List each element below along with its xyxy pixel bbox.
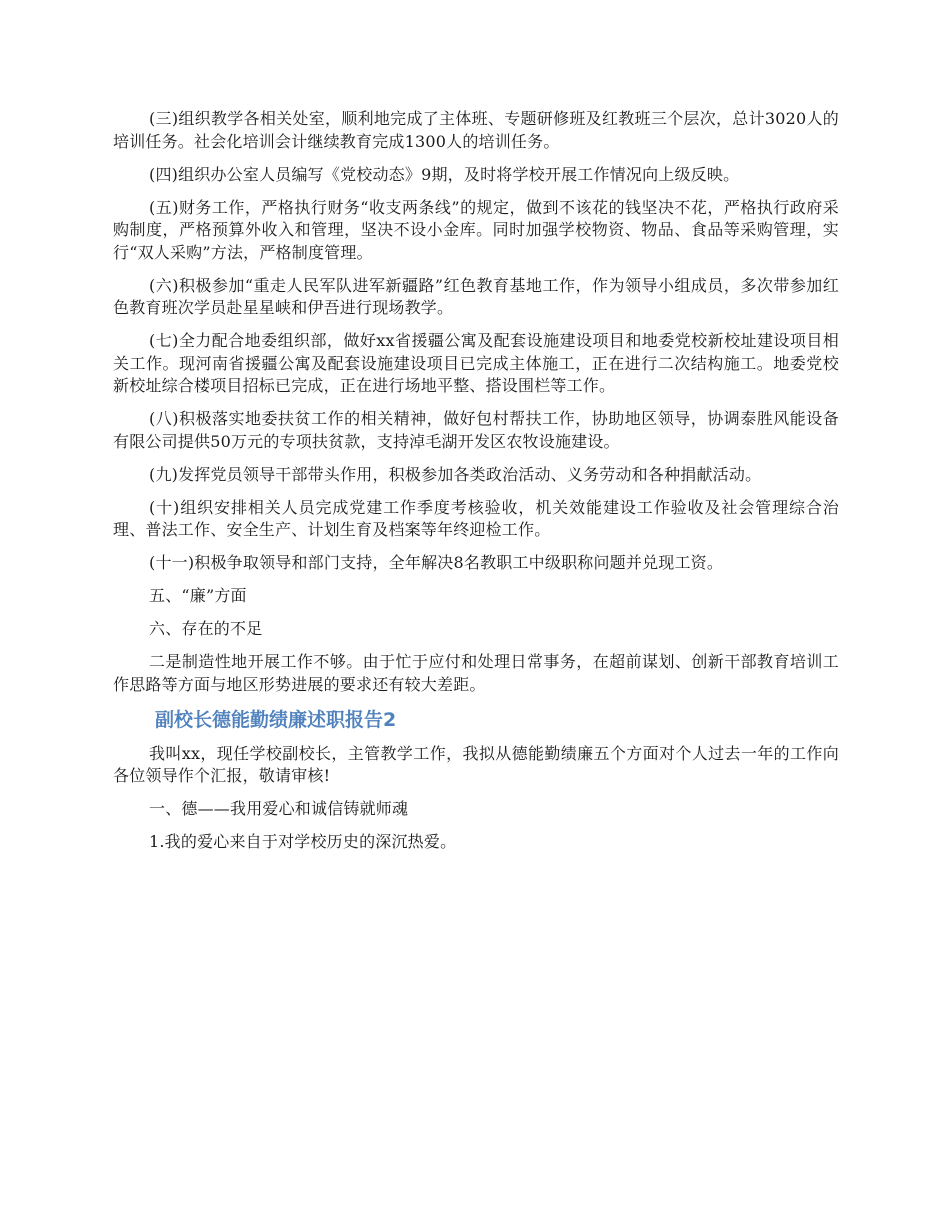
section-shortcomings: 六、存在的不足 bbox=[149, 619, 263, 638]
paragraph-item-9: (九)发挥党员领导干部带头作用，积极参加各类政治活动、义务劳动和各种捐献活动。 bbox=[149, 464, 762, 484]
report-heading: 副校长德能勤绩廉述职报告2 bbox=[155, 708, 397, 731]
section-de: 一、德——我用爱心和诚信铸就师魂 bbox=[149, 799, 409, 818]
document-page bbox=[113, 108, 839, 864]
intro-paragraph: 我叫xx，现任学校副校长，主管教学工作，我拟从德能勤绩廉五个方面对个人过去一年的工作向各位领导作个汇报，敬请审核! bbox=[113, 743, 839, 785]
paragraph-shortcoming-2: 二是制造性地开展工作不够。由于忙于应付和处理日常事务，在超前谋划、创新干部教育培训工作思路等方面与地区形势进展的要求还有较大差距。 bbox=[113, 652, 839, 694]
point-1: 1.我的爱心来自于对学校历史的深沉热爱。 bbox=[149, 832, 457, 851]
paragraph-item-8: (八)积极落实地委扶贫工作的相关精神，做好包村帮扶工作，协助地区领导，协调泰胜风能设备有限公司提供50万元的专项扶贫款，支持淖毛湖开发区农牧设施建设。 bbox=[113, 409, 839, 451]
paragraph-item-10: (十)组织安排相关人员完成党建工作季度考核验收，机关效能建设工作验收及社会管理综合治理、普法工作、安全生产、计划生育及档案等年终迎检工作。 bbox=[113, 497, 839, 539]
paragraph-item-4: (四)组织办公室人员编写《党校动态》9期，及时将学校开展工作情况向上级反映。 bbox=[149, 164, 740, 184]
paragraph-item-5: (五)财务工作，严格执行财务“收支两条线”的规定，做到不该花的钱坚决不花，严格执行政府采购制度，严格预算外收入和管理，坚决不设小金库。同时加强学校物资、物品、食品等采购管理，实行“双人采购”方法，严格制度管理。 bbox=[113, 197, 839, 262]
paragraph-item-11: (十一)积极争取领导和部门支持，全年解决8名教职工中级职称问题并兑现工资。 bbox=[149, 553, 724, 572]
section-lian: 五、“廉”方面 bbox=[149, 586, 247, 605]
paragraph-item-3: (三)组织教学各相关处室，顺利地完成了主体班、专题研修班及红教班三个层次，总计3020人的培训任务。社会化培训会计继续教育完成1300人的培训任务。 bbox=[113, 109, 839, 151]
paragraph-item-7: (七)全力配合地委组织部，做好xx省援疆公寓及配套设施建设项目和地委党校新校址建设项目相关工作。现河南省援疆公寓及配套设施建设项目已完成主体施工，正在进行二次结构施工。地委党校新校址综合楼项目招标已完成，正在进行场地平整、搭设围栏等工作。 bbox=[113, 331, 839, 395]
paragraph-item-6: (六)积极参加“重走人民军队进军新疆路”红色教育基地工作，作为领导小组成员，多次带参加红色教育班次学员赴星星峡和伊吾进行现场教学。 bbox=[113, 275, 839, 317]
